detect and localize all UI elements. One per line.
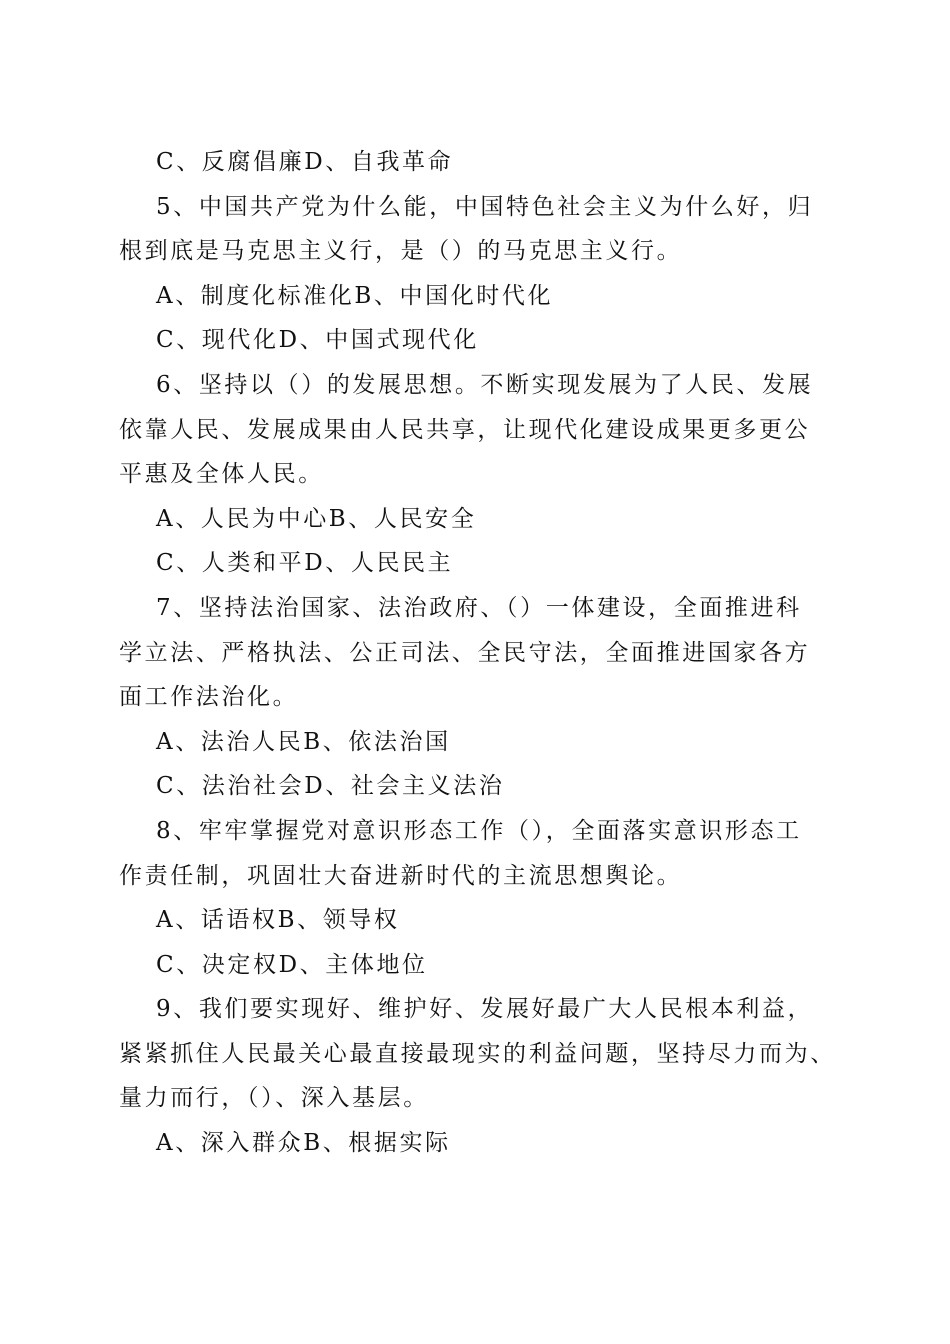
text-line: C、人类和平D、人民民主 (156, 550, 454, 577)
text-line: 量力而行，（）、深入基层。 (119, 1085, 429, 1112)
text-line: 面工作法治化。 (119, 684, 299, 711)
text-line: C、反腐倡廉D、自我革命 (156, 149, 454, 175)
text-line: A、人民为中心B、人民安全 (156, 505, 477, 532)
text-line: 平惠及全体人民。 (119, 461, 324, 488)
text-line: 5、中国共产党为什么能，中国特色社会主义为什么好，归 (156, 193, 814, 220)
text-line: 根到底是马克思主义行，是（）的马克思主义行。 (119, 238, 683, 265)
text-line: C、现代化D、中国式现代化 (156, 327, 479, 354)
text-line: C、法治社会D、社会主义法治 (156, 773, 505, 800)
text-line: 依靠人民、发展成果由人民共享，让现代化建设成果更多更公 (119, 416, 811, 443)
text-line: 紧紧抓住人民最关心最直接最现实的利益问题，坚持尽力而为、 (119, 1040, 836, 1067)
document-body (119, 140, 834, 1166)
text-line: 9、我们要实现好、维护好、发展好最广大人民根本利益， (156, 996, 814, 1023)
text-line: A、话语权B、领导权 (156, 907, 400, 934)
text-line: A、法治人民B、依法治国 (156, 728, 451, 755)
text-line: 7、坚持法治国家、法治政府、（）一体建设，全面推进科 (156, 594, 802, 621)
text-line: 8、牢牢掌握党对意识形态工作（），全面落实意识形态工 (156, 817, 802, 844)
text-line: C、决定权D、主体地位 (156, 951, 428, 978)
text-line: 作责任制，巩固壮大奋进新时代的主流思想舆论。 (119, 862, 683, 889)
text-line: 学立法、严格执法、公正司法、全民守法，全面推进国家各方 (119, 639, 811, 666)
text-line: 6、坚持以（）的发展思想。不断实现发展为了人民、发展 (156, 371, 814, 398)
text-line: A、制度化标准化B、中国化时代化 (156, 282, 554, 309)
text-line: A、深入群众B、根据实际 (156, 1130, 451, 1157)
